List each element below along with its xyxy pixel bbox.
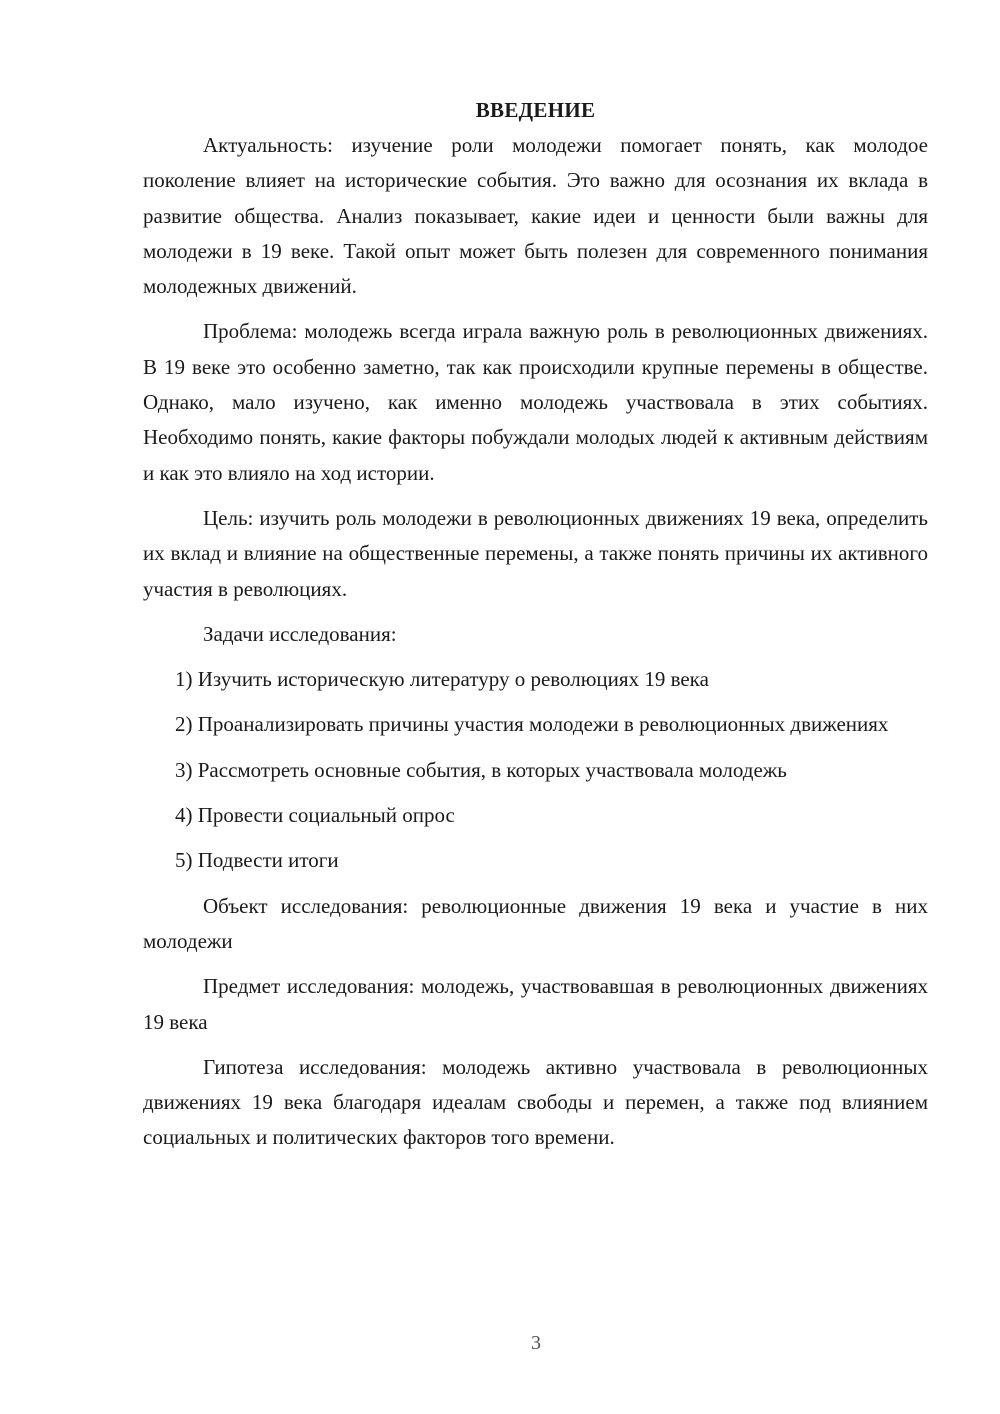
goal-paragraph: Цель: изучить роль молодежи в революционных движениях 19 века, определить их вклад и влияние на общественные перемены, а также понять причины их активного участия в революциях. bbox=[143, 505, 928, 601]
object-paragraph: Объект исследования: революционные движения 19 века и участие в них молодежи bbox=[143, 893, 928, 953]
page-number: 3 bbox=[531, 1332, 541, 1354]
task-item-4: 4) Провести социальный опрос bbox=[175, 803, 455, 828]
tasks-heading: Задачи исследования: bbox=[203, 621, 397, 646]
problem-paragraph: Проблема: молодежь всегда играла важную роль в революционных движениях. В 19 веке это особенно заметно, так как происходили крупные перемены в обществе. Однако, мало изучено, как именно молодежь участвовала в этих событиях. Необходимо понять, какие факторы побуждали молодых людей к активным действиям и как это влияло на ход истории. bbox=[143, 319, 928, 485]
section-title: ВВЕДЕНИЕ bbox=[475, 98, 596, 122]
relevance-paragraph: Актуальность: изучение роли молодежи помогает понять, как молодое поколение влияет на исторические события. Это важно для осознания их вклада в развитие общества. Анализ показывает, какие идеи и ценности были важны для молодежи в 19 веке. Такой опыт может быть полезен для современного понимания молодежных движений. bbox=[143, 133, 928, 299]
subject-paragraph: Предмет исследования: молодежь, участвовавшая в революционных движениях 19 века bbox=[143, 974, 928, 1034]
task-item-2: 2) Проанализировать причины участия молодежи в революционных движениях bbox=[175, 712, 889, 737]
document-page bbox=[143, 92, 928, 1156]
task-item-1: 1) Изучить историческую литературу о революциях 19 века bbox=[175, 667, 709, 692]
task-item-3: 3) Рассмотреть основные события, в которых участвовала молодежь bbox=[175, 757, 787, 782]
hypothesis-paragraph: Гипотеза исследования: молодежь активно участвовала в революционных движениях 19 века благодаря идеалам свободы и перемен, а также под влиянием социальных и политических факторов того времени. bbox=[143, 1054, 928, 1150]
task-item-5: 5) Подвести итоги bbox=[175, 848, 339, 873]
